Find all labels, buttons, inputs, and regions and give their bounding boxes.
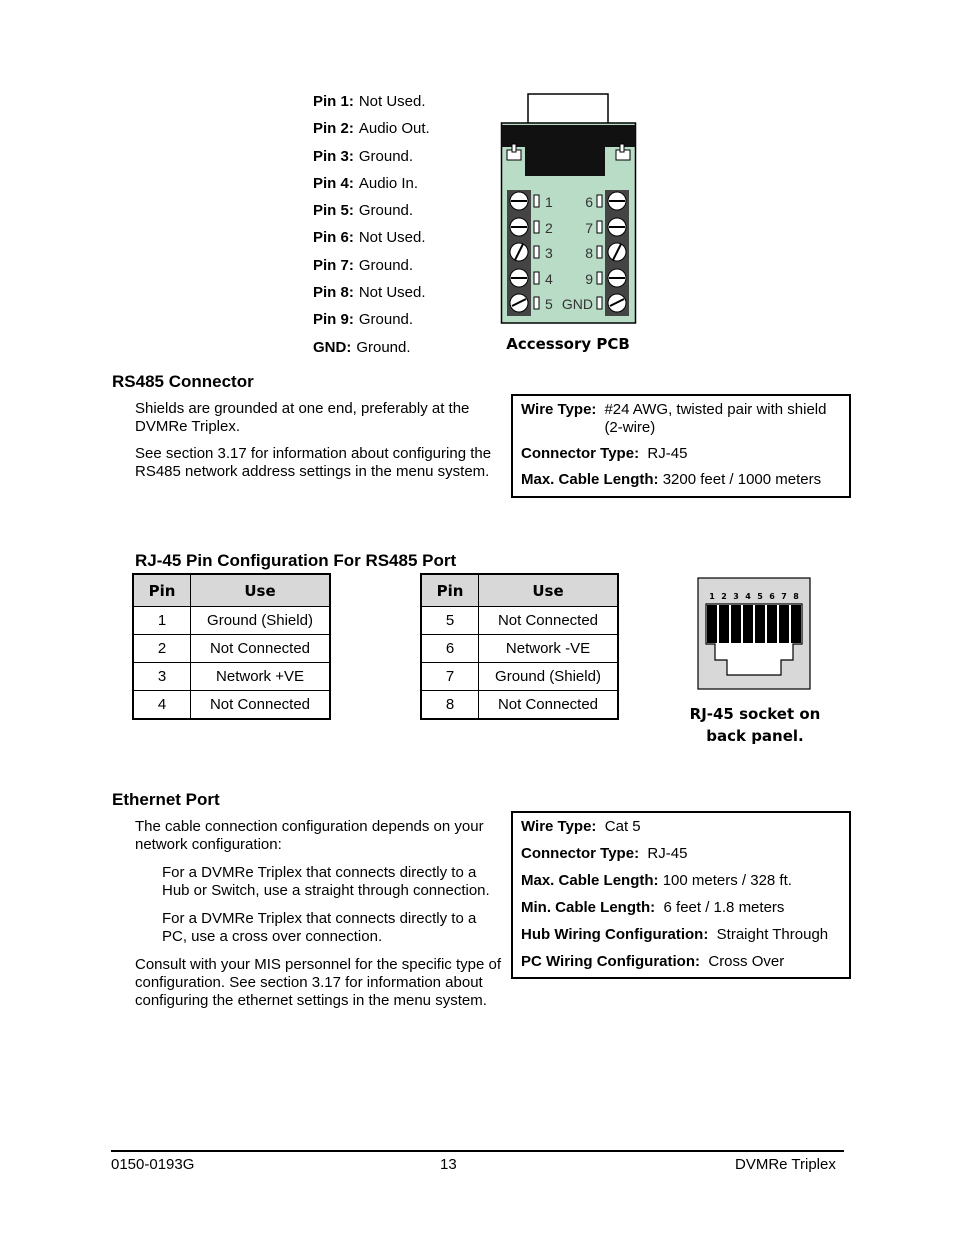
pcb-pin-number: 6 bbox=[585, 194, 593, 210]
pin-label: Pin 8: bbox=[313, 284, 354, 302]
pcb-pin-number: 8 bbox=[585, 245, 593, 261]
col-header-pin: Pin bbox=[421, 574, 479, 607]
pin-label: Pin 3: bbox=[313, 147, 354, 165]
rj45-socket-caption bbox=[670, 703, 840, 747]
screw-icon bbox=[510, 269, 528, 287]
screw-icon bbox=[510, 294, 528, 312]
rs485-paragraph-2: See section 3.17 for information about configuring the RS485 network address settings in the menu system. bbox=[135, 445, 492, 480]
pin-row bbox=[313, 256, 498, 283]
pin-value: Ground. bbox=[358, 256, 414, 274]
pcb-caption: Accessory PCB bbox=[506, 335, 630, 353]
table-row bbox=[421, 635, 618, 663]
cell-pin: 6 bbox=[421, 635, 479, 663]
caption-line: back panel. bbox=[706, 727, 804, 745]
pcb-pin-number: 2 bbox=[545, 220, 553, 236]
pin-label: GND: bbox=[313, 338, 352, 356]
spec-row bbox=[521, 470, 841, 490]
mount-tab bbox=[512, 144, 516, 152]
pcb-pin-number: 7 bbox=[585, 220, 593, 236]
cell-use: Ground (Shield) bbox=[191, 607, 331, 635]
spec-label: Connector Type: bbox=[521, 445, 640, 462]
spec-value-line: #24 AWG, twisted pair with shield bbox=[604, 401, 827, 418]
spec-value: RJ-45 bbox=[647, 845, 688, 862]
screw-icon bbox=[510, 243, 528, 261]
spec-row bbox=[521, 844, 841, 864]
screw-icon bbox=[608, 294, 626, 312]
spec-label: Min. Cable Length: bbox=[521, 899, 656, 916]
pin-row bbox=[313, 310, 498, 337]
ethernet-bullet-2: For a DVMRe Triplex that connects directly to a PC, use a cross over connection. bbox=[162, 910, 477, 945]
mount-tab bbox=[620, 144, 624, 152]
pin-value: Ground. bbox=[358, 311, 414, 329]
cell-use: Not Connected bbox=[479, 691, 619, 720]
cell-pin: 5 bbox=[421, 607, 479, 635]
cell-pin: 7 bbox=[421, 663, 479, 691]
ethernet-bullet-1: For a DVMRe Triplex that connects directly to a Hub or Switch, use a straight through connection. bbox=[162, 864, 490, 899]
table-row bbox=[133, 691, 330, 720]
spec-label: Wire Type: bbox=[521, 401, 597, 418]
spec-value bbox=[604, 401, 826, 437]
pin-row bbox=[313, 228, 498, 255]
pin-row bbox=[313, 119, 498, 146]
caption-line: RJ-45 socket on bbox=[689, 705, 821, 723]
pin-label: Pin 7: bbox=[313, 256, 354, 274]
cell-use: Ground (Shield) bbox=[479, 663, 619, 691]
spec-row bbox=[521, 925, 841, 945]
spec-value: 6 feet / 1.8 meters bbox=[663, 899, 785, 916]
pin-row bbox=[313, 338, 498, 365]
accessory-pcb-diagram bbox=[500, 92, 640, 328]
footer-page-number: 13 bbox=[440, 1156, 457, 1173]
socket-pin-number: 3 bbox=[733, 592, 739, 601]
pcb-pin-number: 5 bbox=[545, 296, 553, 312]
pin-row bbox=[313, 174, 498, 201]
cell-use: Not Connected bbox=[479, 607, 619, 635]
pin-label: Pin 6: bbox=[313, 229, 354, 247]
pin-row bbox=[313, 92, 498, 119]
pcb-pin-number: 3 bbox=[545, 245, 553, 261]
screw-icon bbox=[510, 192, 528, 210]
pin-value: Audio Out. bbox=[358, 120, 430, 138]
pin-value: Ground. bbox=[356, 338, 411, 356]
spec-value: RJ-45 bbox=[647, 445, 688, 462]
pcb-pin-number: 9 bbox=[585, 271, 593, 287]
spec-row bbox=[521, 400, 841, 438]
cell-use: Not Connected bbox=[191, 635, 331, 663]
connector-body bbox=[525, 142, 605, 176]
screw-icon bbox=[608, 243, 626, 261]
screw-icon bbox=[608, 192, 626, 210]
ethernet-heading: Ethernet Port bbox=[112, 790, 220, 809]
pin-label: Pin 5: bbox=[313, 202, 354, 220]
spec-label: PC Wiring Configuration: bbox=[521, 953, 701, 970]
socket-pin-number: 2 bbox=[721, 592, 727, 601]
pin-value: Ground. bbox=[358, 202, 414, 220]
pin-row bbox=[313, 201, 498, 228]
pcb-pin-number: GND bbox=[561, 296, 593, 312]
pin-label: Pin 4: bbox=[313, 174, 354, 192]
socket-pin-number: 1 bbox=[709, 592, 715, 601]
socket-pin-number: 7 bbox=[781, 592, 787, 601]
cell-use: Network +VE bbox=[191, 663, 331, 691]
pin-value: Not Used. bbox=[358, 229, 426, 247]
pin-value: Audio In. bbox=[358, 174, 419, 192]
rs485-paragraph-1: Shields are grounded at one end, preferably at the DVMRe Triplex. bbox=[135, 400, 470, 435]
table-header-row bbox=[421, 574, 618, 607]
pcb-pin-number: 1 bbox=[545, 194, 553, 210]
socket-pin-number: 6 bbox=[769, 592, 775, 601]
cell-pin: 8 bbox=[421, 691, 479, 720]
spec-label: Max. Cable Length: bbox=[521, 471, 659, 488]
table-row bbox=[421, 607, 618, 635]
pin-list bbox=[313, 92, 498, 365]
ethernet-paragraph-1: The cable connection configuration depends on your network configuration: bbox=[135, 818, 484, 853]
pin-row bbox=[313, 147, 498, 174]
pin-label: Pin 1: bbox=[313, 93, 354, 110]
screw-icon bbox=[510, 218, 528, 236]
pin-row bbox=[313, 283, 498, 310]
col-header-use: Use bbox=[479, 574, 619, 607]
spec-value: 100 meters / 328 ft. bbox=[662, 872, 792, 889]
rj45-pin-table-left bbox=[132, 573, 331, 720]
cell-use: Not Connected bbox=[191, 691, 331, 720]
socket-pin-number: 5 bbox=[757, 592, 763, 601]
spec-row bbox=[521, 952, 841, 972]
spec-value: Cross Over bbox=[708, 953, 785, 970]
col-header-use: Use bbox=[191, 574, 331, 607]
pin-value: Not Used. bbox=[358, 284, 426, 302]
table-header-row bbox=[133, 574, 330, 607]
spec-label: Max. Cable Length: bbox=[521, 872, 659, 889]
screw-icon bbox=[608, 218, 626, 236]
screw-icon bbox=[608, 269, 626, 287]
rj45-pin-table-right bbox=[420, 573, 619, 720]
table-row bbox=[133, 635, 330, 663]
spec-row bbox=[521, 444, 841, 464]
spec-value: 3200 feet / 1000 meters bbox=[662, 471, 822, 488]
rs485-heading: RS485 Connector bbox=[112, 372, 254, 391]
cell-pin: 2 bbox=[133, 635, 191, 663]
pin-value: Ground. bbox=[358, 147, 414, 165]
spec-row bbox=[521, 898, 841, 918]
footer-doc-number: 0150-0193G bbox=[111, 1156, 195, 1173]
spec-label: Connector Type: bbox=[521, 845, 640, 862]
rj45-socket-diagram bbox=[697, 577, 812, 691]
footer-rule bbox=[111, 1150, 844, 1152]
spec-value-line: (2-wire) bbox=[604, 419, 656, 436]
spec-row bbox=[521, 817, 841, 837]
footer-product: DVMRe Triplex bbox=[735, 1156, 836, 1173]
pin-label: Pin 9: bbox=[313, 311, 354, 329]
table-row bbox=[421, 663, 618, 691]
pin-label: Pin 2: bbox=[313, 120, 354, 138]
table-row bbox=[421, 691, 618, 720]
cell-pin: 3 bbox=[133, 663, 191, 691]
rs485-spec-box bbox=[511, 394, 851, 498]
cell-pin: 4 bbox=[133, 691, 191, 720]
pin-value: Not Used. bbox=[358, 93, 426, 110]
ethernet-spec-box bbox=[511, 811, 851, 979]
socket-pin-number: 4 bbox=[745, 592, 751, 601]
spec-value: Cat 5 bbox=[604, 818, 641, 835]
cell-use: Network -VE bbox=[479, 635, 619, 663]
col-header-pin: Pin bbox=[133, 574, 191, 607]
spec-label: Wire Type: bbox=[521, 818, 597, 835]
spec-value: Straight Through bbox=[716, 926, 829, 943]
pcb-pin-number: 4 bbox=[545, 271, 553, 287]
rj45-config-heading: RJ-45 Pin Configuration For RS485 Port bbox=[135, 551, 457, 570]
table-row bbox=[133, 607, 330, 635]
socket-pin-number: 8 bbox=[793, 592, 799, 601]
spec-row bbox=[521, 871, 841, 891]
spec-label: Hub Wiring Configuration: bbox=[521, 926, 709, 943]
ethernet-paragraph-2: Consult with your MIS personnel for the specific type of configuration. See section 3.17 for information about configuring the ethernet settings in the menu system. bbox=[135, 956, 502, 1009]
table-row bbox=[133, 663, 330, 691]
cell-pin: 1 bbox=[133, 607, 191, 635]
